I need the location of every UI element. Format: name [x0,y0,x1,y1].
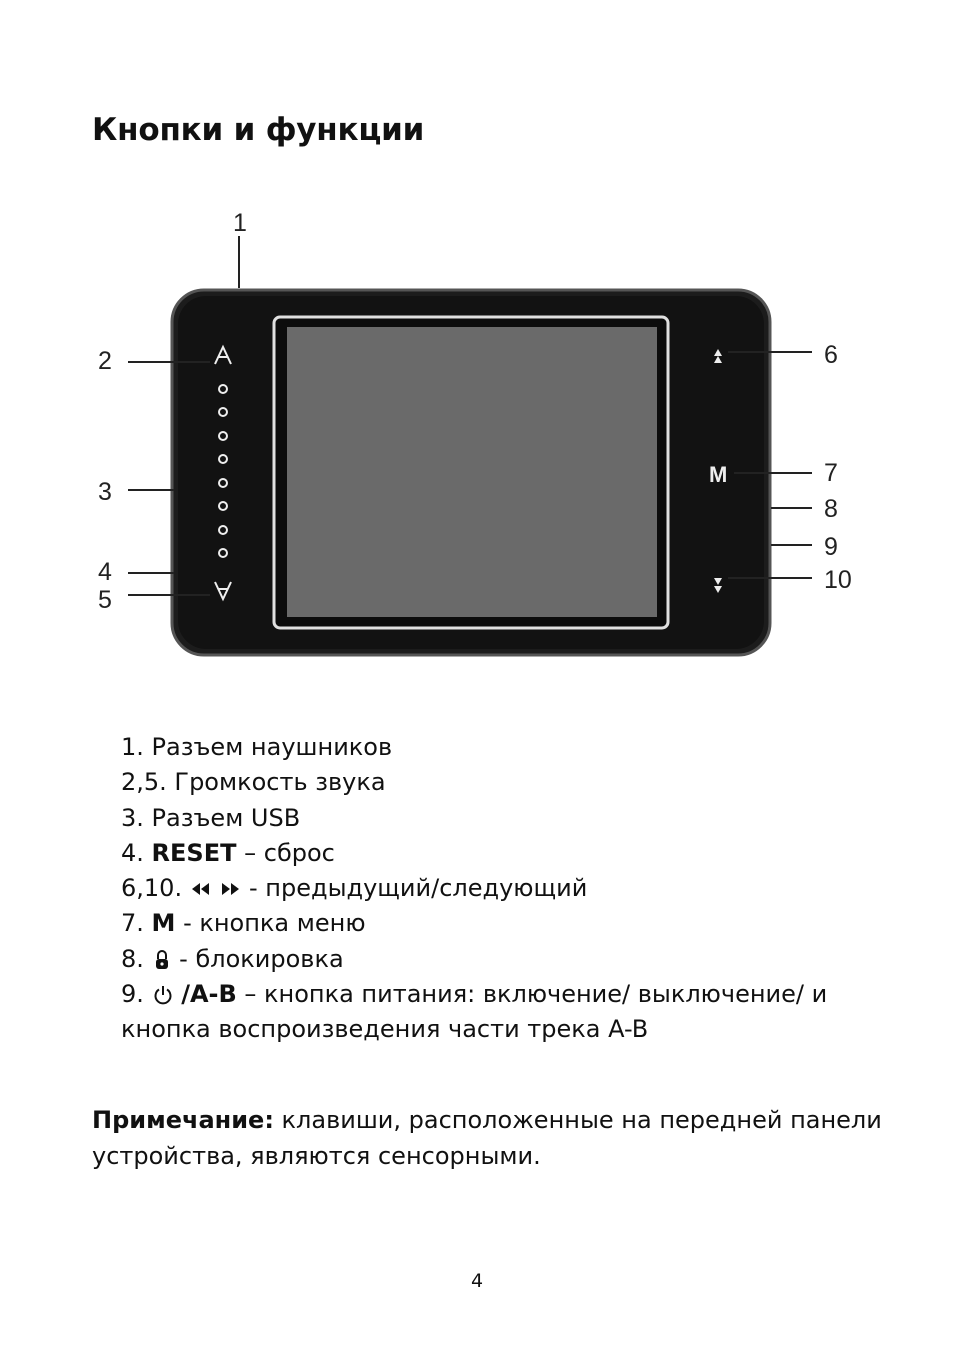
note-text: клавиши, расположенные на передней панели устройства, являются сенсорными. [92,1106,882,1170]
page-number: 4 [470,1270,484,1292]
note-label: Примечание: [92,1106,274,1134]
callout-2: 2 [98,347,112,375]
list-item: 6,10. - предыдущий/следующий [121,874,588,903]
list-item: 9. /A-B – кнопка питания: включение/ выключение/ и [121,980,828,1009]
note-paragraph [92,1103,892,1174]
device-diagram [0,195,954,675]
lock-icon [152,949,172,971]
callout-8: 8 [824,495,838,523]
power-icon [152,984,174,1006]
device-screen [287,327,657,617]
rewind-icon [190,881,212,897]
list-item: 4. RESET – сброс [121,838,335,867]
callout-4: 4 [98,558,112,586]
menu-key-label: M [709,462,728,487]
callout-1: 1 [233,209,247,237]
list-item: 7. M - кнопка меню [121,909,366,938]
list-item: 8. - блокировка [121,944,344,973]
callout-9: 9 [824,533,838,561]
callout-3: 3 [98,478,112,506]
callout-6: 6 [824,341,838,369]
function-list [121,730,901,1048]
list-item-continuation: кнопка воспроизведения части трека A-B [121,1015,649,1044]
page-title: Кнопки и функции [92,112,425,148]
callout-5: 5 [98,586,112,614]
fast-forward-icon [219,881,241,897]
callout-10: 10 [824,566,852,594]
list-item: 3. Разъем USB [121,803,301,832]
list-item: 2,5. Громкость звука [121,768,386,797]
callout-7: 7 [824,459,838,487]
list-item: 1. Разъем наушников [121,733,393,761]
